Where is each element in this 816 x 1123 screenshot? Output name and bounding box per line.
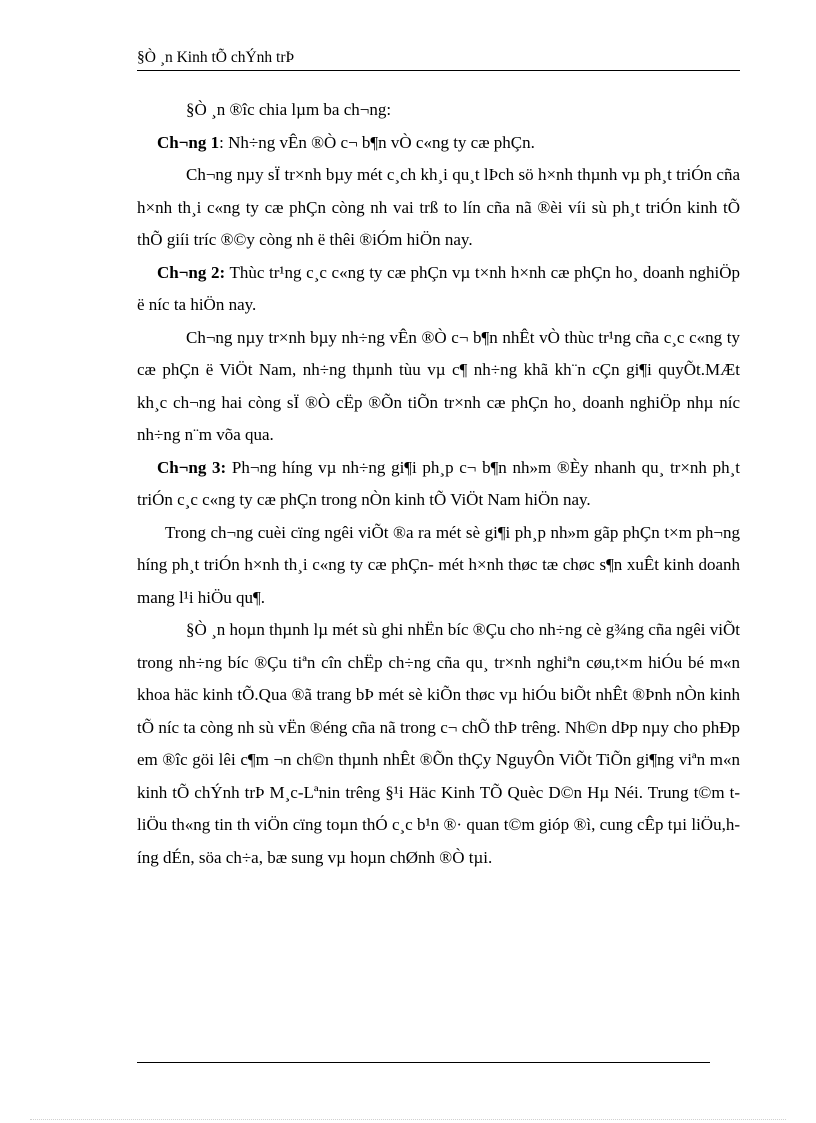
chapter-1-text: Ch¬ng nµy sÏ tr×nh bµy mét c¸ch kh¸i qu¸t lÞch sö h×nh thµnh vµ ph¸t triÓn cña h×nh th¸i c«ng ty cæ phÇn còng nh vai trß to lín cña nã ®èi víi sù ph¸t triÓn kinh tÕ thÕ giíi tríc ®©y còng nh ë thêi ®iÓm hiÖn nay.	[137, 165, 740, 249]
chapter-2-title: Thùc tr¹ng c¸c c«ng ty cæ phÇn vµ t×nh h×nh cæ phÇn ho¸ doanh nghiÖp ë níc ta hiÖn nay.	[137, 262, 740, 314]
header-title: §Ò ¸n Kinh tÕ chÝnh trÞ	[137, 49, 295, 66]
chapter-2-description	[137, 322, 740, 452]
chapter-1-label: Ch¬ng 1	[157, 132, 220, 152]
chapter-1-title: : Nh÷ng vÊn ®Ò c¬ b¶n vÒ c«ng ty cæ phÇn.	[219, 132, 535, 152]
chapter-3-description	[137, 517, 740, 615]
chapter-2-text: Ch¬ng nµy tr×nh bµy nh÷ng vÊn ®Ò c¬ b¶n nhÊt vÒ thùc tr¹ng cña c¸c c«ng ty cæ phÇn ë ViÖt Nam, nh÷ng thµnh tùu vµ c¶ nh÷ng khã kh¨n cÇn gi¶i quyÕt.MÆt kh¸c ch¬ng hai còng sÏ ®Ò cËp ®Õn tiÕn tr×nh cæ phÇn ho¸ doanh nghiÖp nhµ níc nh÷ng n¨m võa qua.	[137, 327, 740, 444]
chapter-2-label: Ch¬ng 2:	[157, 262, 226, 282]
chapter-1-heading	[137, 127, 740, 160]
chapter-1-description	[137, 159, 740, 257]
chapter-3-heading	[137, 452, 740, 517]
acknowledgement-paragraph	[137, 614, 740, 874]
chapter-3-text: Trong ch¬ng cuèi cïng ngêi viÕt ®a ra mét sè gi¶i ph¸p nh»m gãp phÇn t×m ph¬ng híng ph¸t triÓn h×nh th¸i c«ng ty cæ phÇn- mét h×nh thøc tæ chøc s¶n xuÊt kinh doanh mang l¹i hiÖu qu¶.	[137, 522, 740, 607]
intro-text: §Ò ¸n ®îc chia lµm ba ch¬ng:	[186, 100, 392, 119]
acknowledgement-text: §Ò ¸n hoµn thµnh lµ mét sù ghi nhËn bíc ®Çu cho nh÷ng cè g¾ng cña ngêi viÕt trong nh÷ng bíc ®Çu tiªn cîn chËp ch÷ng cña qu¸ tr×nh nghiªn cøu,t×m hiÓu bé m«n khoa häc kinh tÕ.Qua ®ã trang bÞ mét sè kiÕn thøc vµ hiÓu biÕt nhÊt ®Þnh nÒn kinh tÕ níc ta còng nh sù vËn ®éng cña nã trong c¬ chÕ thÞ trêng. Nh©n dÞp nµy cho phÐp em ®îc göi lêi c¶m ¬n ch©n thµnh nhÊt ®Õn thÇy NguyÔn ViÕt TiÕn gi¶ng viªn m«n kinh tÕ chÝnh trÞ M¸c-Lªnin trêng §¹i Häc Kinh TÕ Quèc D©n Hµ Néi. Trung t©m t liÖu th«ng tin th viÖn cïng toµn thÓ c¸c b¹n ®· quan t©m gióp ®ì, cung cÊp tµi liÖu,híng dÉn, söa ch÷a, bæ sung vµ hoµn chØnh ®Ò tµi.	[137, 620, 740, 867]
page-header	[137, 48, 740, 71]
document-body	[137, 94, 740, 874]
chapter-2-heading	[137, 257, 740, 322]
page-edge-divider	[30, 1119, 786, 1120]
intro-paragraph	[137, 94, 740, 127]
chapter-3-label: Ch¬ng 3:	[157, 457, 227, 477]
footer-rule	[137, 1062, 710, 1063]
chapter-3-title: Ph¬ng híng vµ nh÷ng gi¶i ph¸p c¬ b¶n nh»m ®Èy nhanh qu¸ tr×nh ph¸t triÓn c¸c c«ng ty cæ phÇn trong nÒn kinh tÕ ViÖt Nam hiÖn nay.	[137, 457, 740, 509]
